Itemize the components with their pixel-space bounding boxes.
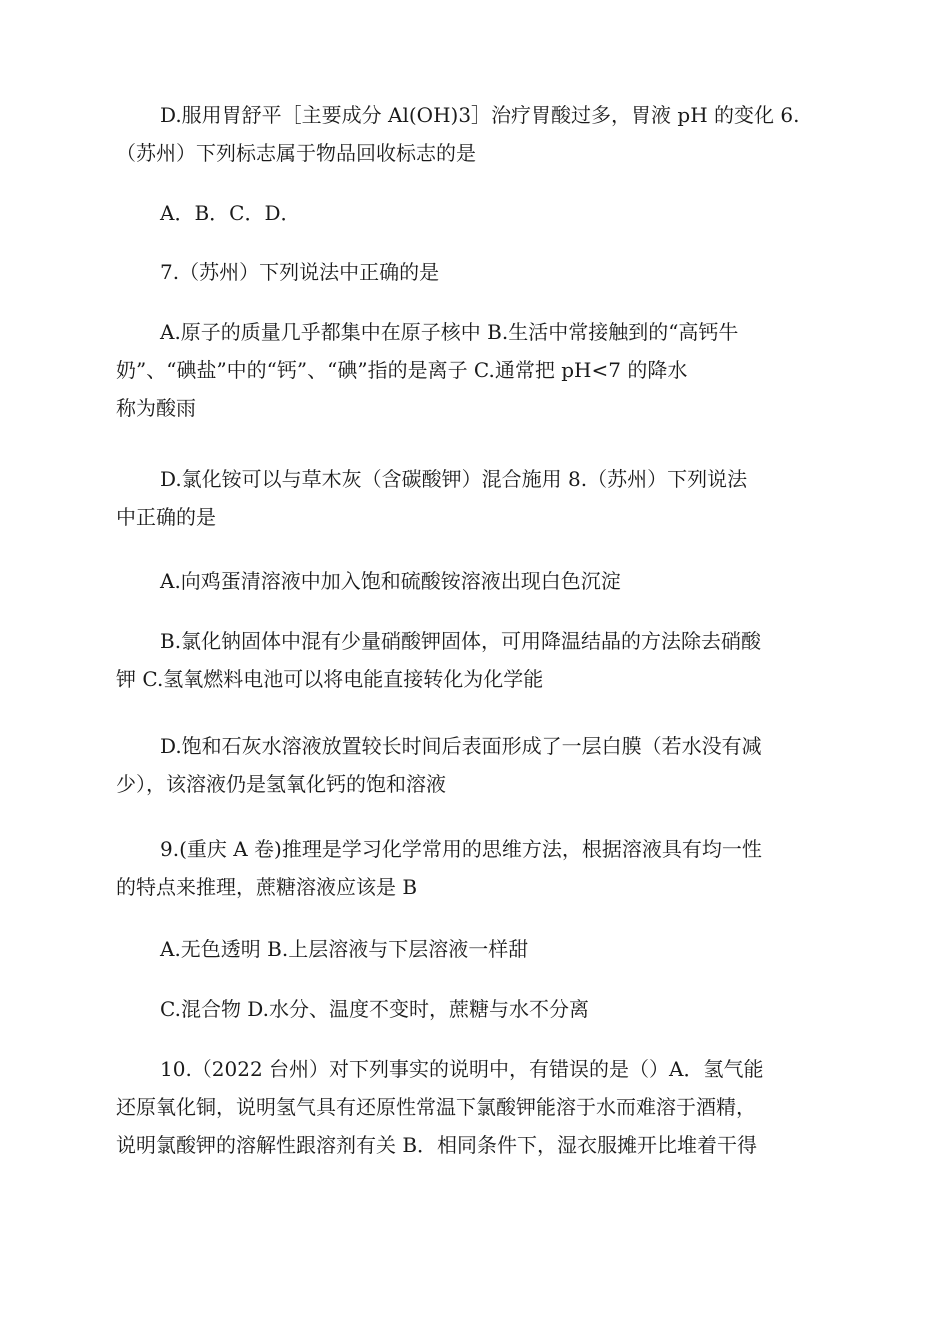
text-line: A.向鸡蛋清溶液中加入饱和硫酸铵溶液出现白色沉淀	[160, 569, 621, 593]
paragraph-9-cd	[116, 990, 846, 1028]
text-line: 还原氧化铜，说明氢气具有还原性常温下氯酸钾能溶于水而难溶于酒精，	[116, 1095, 756, 1119]
text-line: A．B．C．D．	[160, 201, 301, 225]
text-line: C.混合物 D.水分、温度不变时，蔗糖与水不分离	[160, 997, 589, 1021]
text-line: A.无色透明 B.上层溶液与下层溶液一样甜	[160, 937, 529, 961]
paragraph-6-options	[116, 194, 846, 232]
text-line: 7.（苏州）下列说法中正确的是	[160, 260, 440, 284]
text-line: 中正确的是	[116, 505, 216, 529]
text-line: B.氯化钠固体中混有少量硝酸钾固体，可用降温结晶的方法除去硝酸	[160, 629, 762, 653]
paragraph-10-question	[116, 1050, 846, 1164]
text-line: 10.（2022 台州）对下列事实的说明中，有错误的是（）A．氢气能	[160, 1057, 764, 1081]
paragraph-7-question	[116, 253, 846, 291]
text-line: D.氯化铵可以与草木灰（含碳酸钾）混合施用 8.（苏州）下列说法	[160, 467, 748, 491]
text-line: 的特点来推理，蔗糖溶液应该是 B	[116, 875, 418, 899]
paragraph-9-ab	[116, 930, 846, 968]
text-line: 少），该溶液仍是氢氧化钙的饱和溶液	[116, 772, 446, 796]
text-line: 称为酸雨	[116, 396, 196, 420]
paragraph-8bc	[116, 622, 846, 698]
text-line: 说明氯酸钾的溶解性跟溶剂有关 B．相同条件下，湿衣服摊开比堆着干得	[116, 1133, 758, 1157]
text-line: D.服用胃舒平［主要成分 Al(OH)3］治疗胃酸过多，胃液 pH 的变化 6.	[160, 103, 800, 127]
paragraph-6d	[116, 96, 846, 172]
paragraph-7-options-abc	[116, 313, 846, 427]
text-line: D.饱和石灰水溶液放置较长时间后表面形成了一层白膜（若水没有减	[160, 734, 762, 758]
paragraph-8d	[116, 727, 846, 803]
paragraph-9-question	[116, 830, 846, 906]
text-line: A.原子的质量几乎都集中在原子核中 B.生活中常接触到的“高钙牛	[160, 320, 739, 344]
text-line: 奶”、“碘盐”中的“钙”、“碘”指的是离子 C.通常把 pH<7 的降水	[116, 358, 688, 382]
paragraph-7d-8	[116, 460, 846, 536]
paragraph-8a	[116, 562, 846, 600]
text-line: 9.(重庆 A 卷)推理是学习化学常用的思维方法，根据溶液具有均一性	[160, 837, 762, 861]
text-line: （苏州）下列标志属于物品回收标志的是	[116, 141, 476, 165]
text-line: 钾 C.氢氧燃料电池可以将电能直接转化为化学能	[116, 667, 544, 691]
